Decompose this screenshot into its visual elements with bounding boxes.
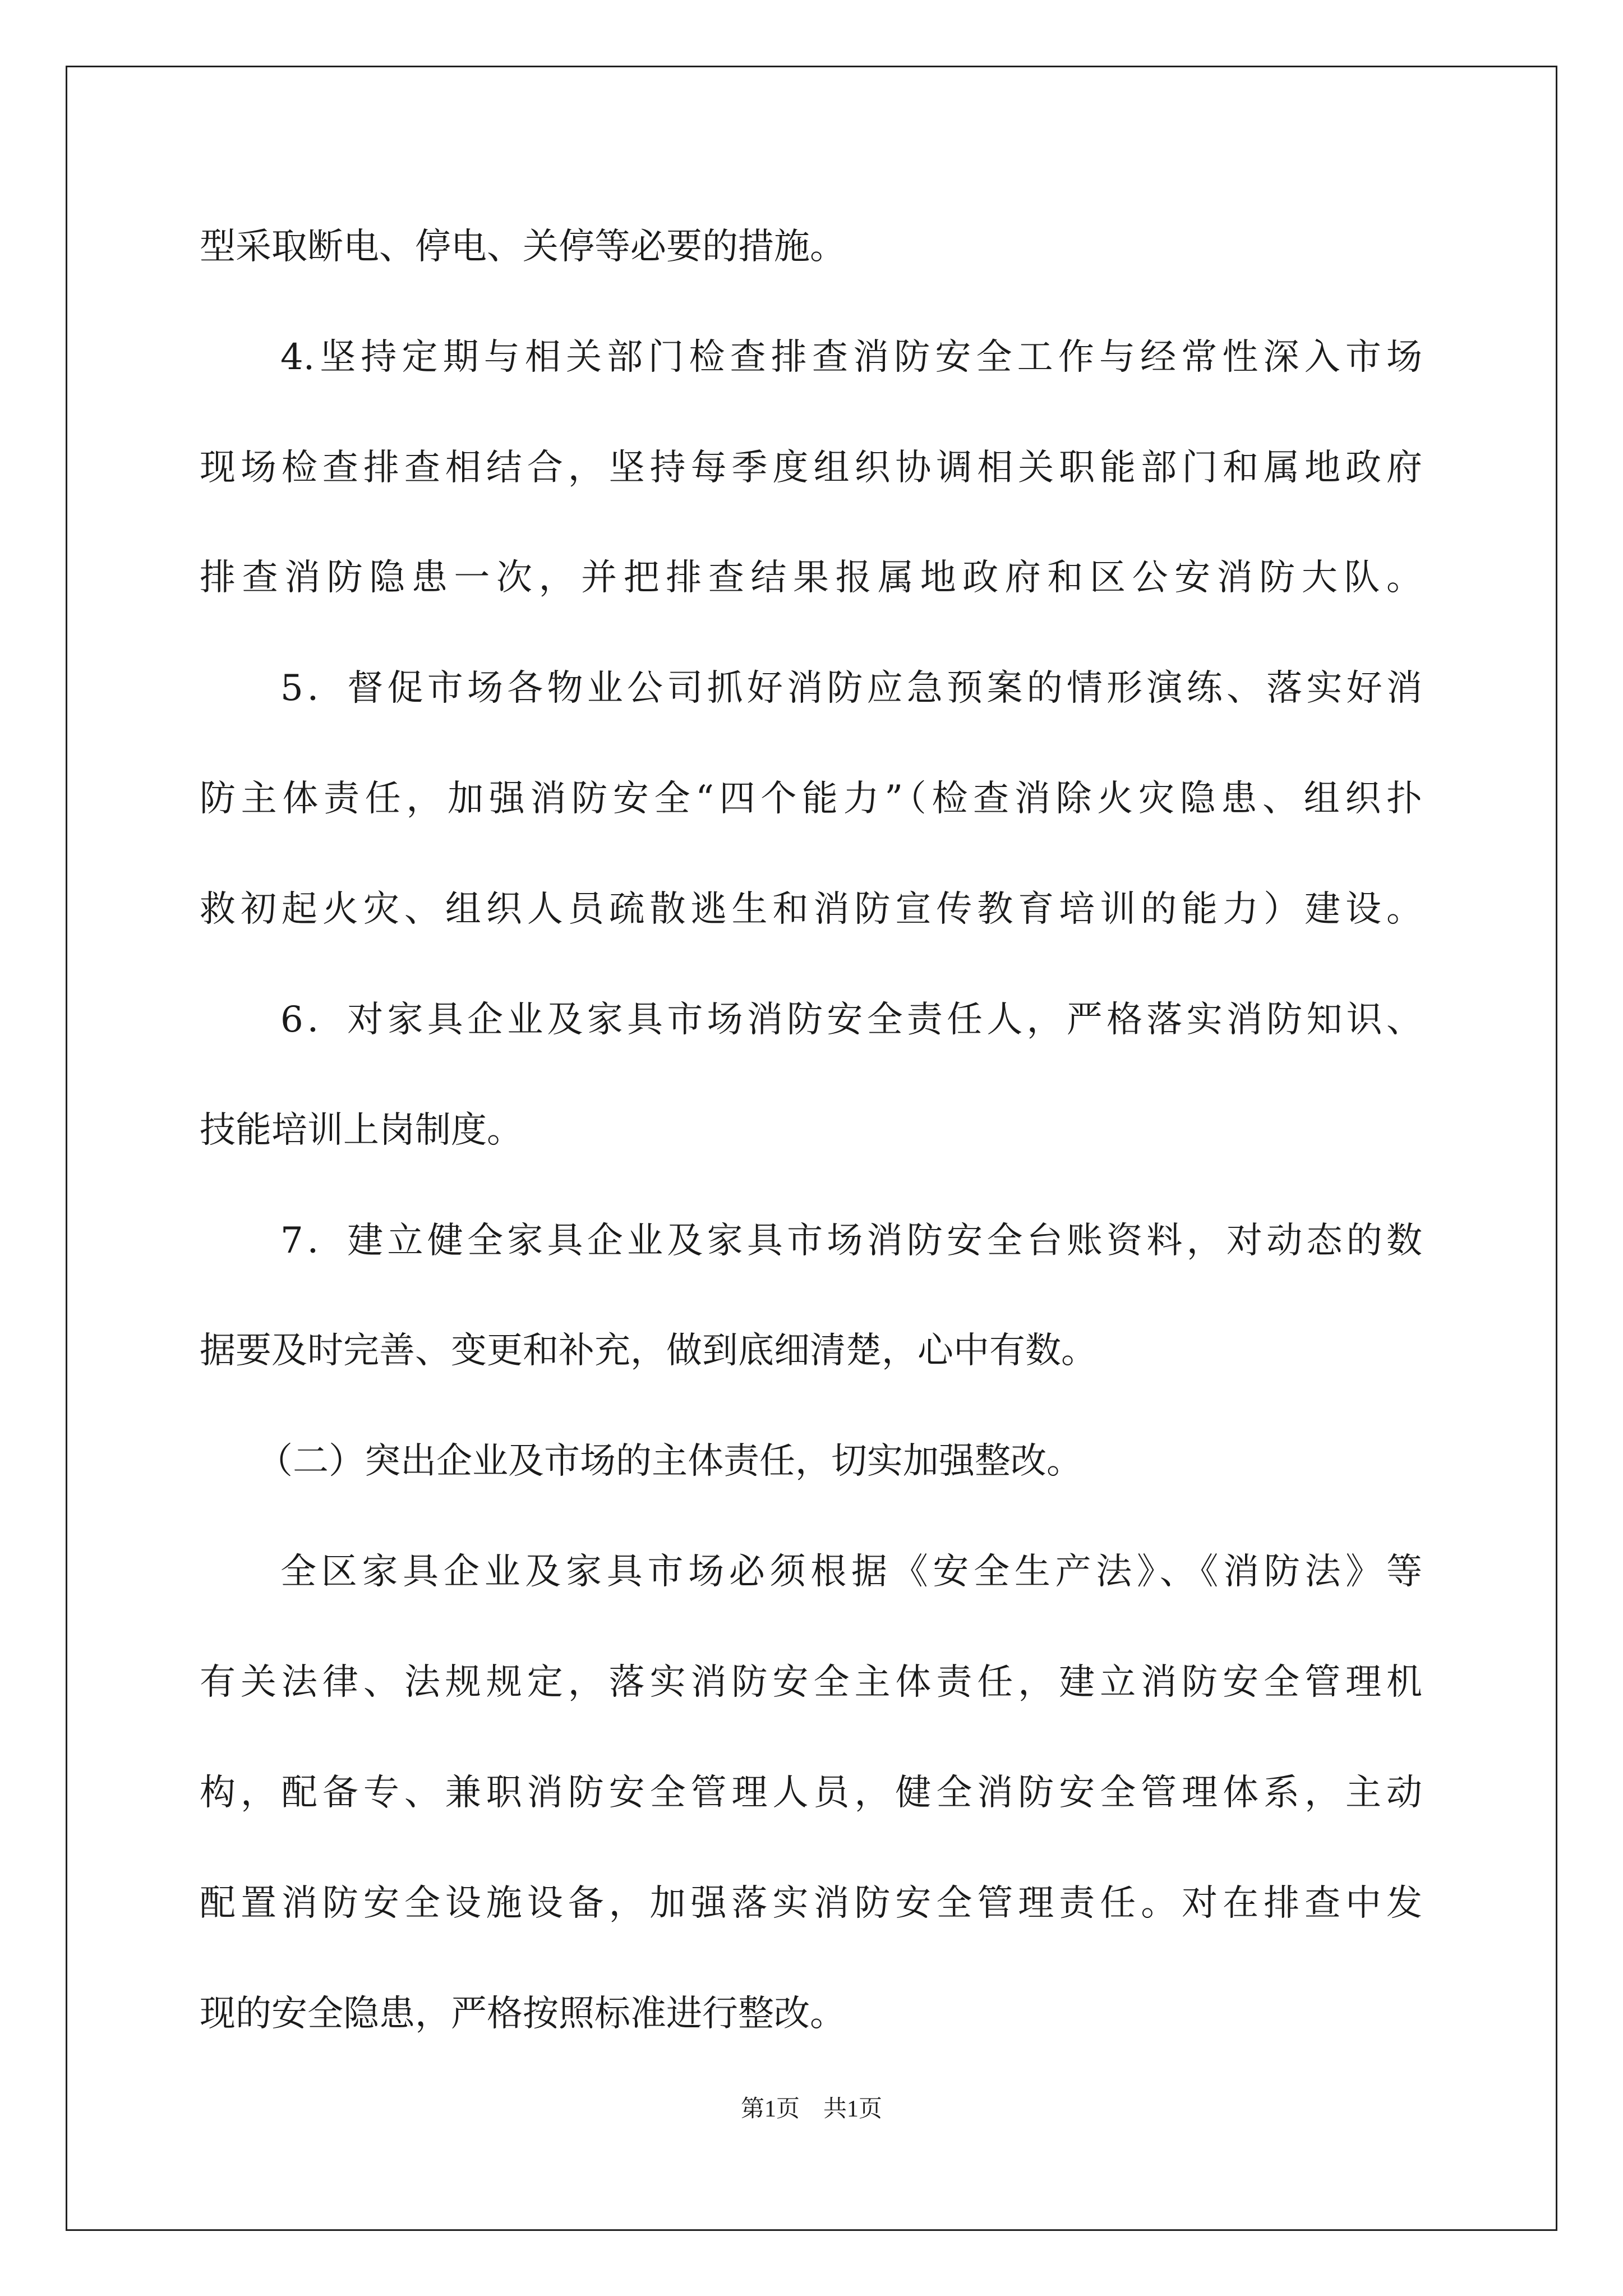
text-line: 构，配备专、兼职消防安全管理人员，健全消防安全管理体系，主动 bbox=[200, 1772, 1422, 1814]
text-line: 有关法律、法规规定，落实消防安全主体责任，建立消防安全管理机 bbox=[200, 1662, 1422, 1703]
text-line: 现的安全隐患，严格按照标准进行整改。 bbox=[200, 1993, 846, 2035]
text-line: 5．督促市场各物业公司抓好消防应急预案的情形演练、落实好消 bbox=[280, 668, 1422, 709]
section-heading: （二）突出企业及市场的主体责任，切实加强整改。 bbox=[257, 1441, 1082, 1482]
text-line: 型采取断电、停电、关停等必要的措施。 bbox=[200, 226, 846, 268]
text-line: 4.坚持定期与相关部门检查排查消防安全工作与经常性深入市场 bbox=[280, 337, 1422, 378]
text-line: 技能培训上岗制度。 bbox=[200, 1110, 523, 1151]
text-line: 6．对家具企业及家具市场消防安全责任人，严格落实消防知识、 bbox=[280, 999, 1422, 1041]
text-line: 救初起火灾、组织人员疏散逃生和消防宣传教育培训的能力）建设。 bbox=[200, 889, 1422, 930]
text-line: 全区家具企业及家具市场必须根据《安全生产法》、《消防法》等 bbox=[280, 1551, 1422, 1593]
text-line: 排查消防隐患一次，并把排查结果报属地政府和区公安消防大队。 bbox=[200, 557, 1422, 599]
text-line: 据要及时完善、变更和补充，做到底细清楚，心中有数。 bbox=[200, 1330, 1097, 1372]
text-line: 配置消防安全设施设备，加强落实消防安全管理责任。对在排查中发 bbox=[200, 1883, 1422, 1924]
page-footer: 第1页 共1页 bbox=[740, 2096, 882, 2122]
text-line: 现场检查排查相结合，坚持每季度组织协调相关职能部门和属地政府 bbox=[200, 447, 1422, 489]
text-line: 7．建立健全家具企业及家具市场消防安全台账资料，对动态的数 bbox=[280, 1220, 1422, 1262]
text-line: 防主体责任，加强消防安全“四个能力”（检查消除火灾隐患、组织扑 bbox=[200, 778, 1422, 820]
